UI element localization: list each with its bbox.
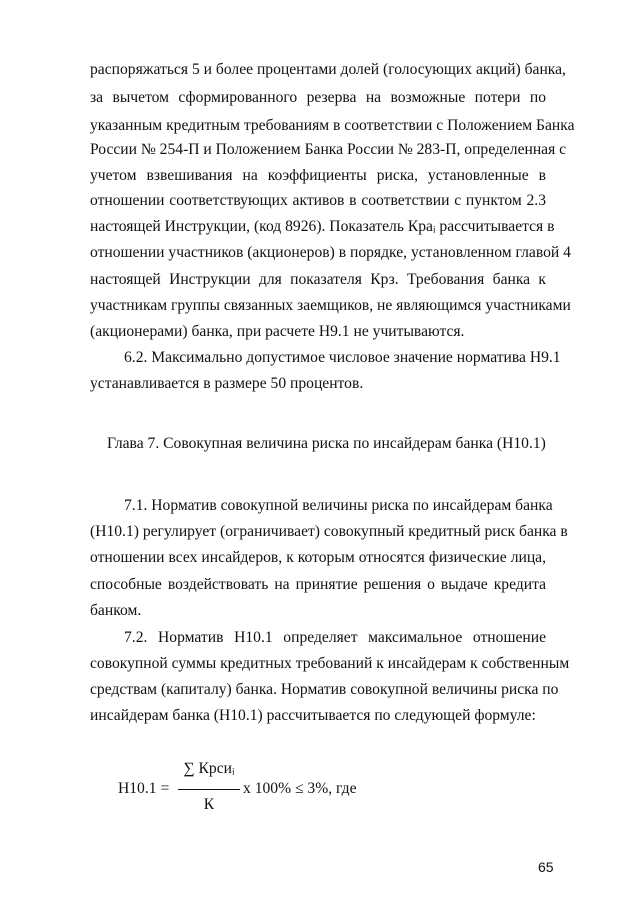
text-line: отношении соответствующих активов в соответствии с пунктом 2.3: [90, 192, 546, 209]
paragraph-7-1-line: отношении всех инсайдеров, к которым относятся физические лица,: [90, 549, 546, 566]
text-line: за вычетом сформированного резерва на возможные потери по: [90, 89, 546, 106]
text-line: учетом взвешивания на коэффициенты риска, установленные в: [90, 167, 546, 184]
text-line: настоящей Инструкции для показателя Крз. Требования банка к: [90, 271, 546, 288]
text-line: (акционерами) банка, при расчете Н9.1 не учитываются.: [90, 323, 465, 340]
page-number: 65: [538, 859, 554, 875]
paragraph-7-2-line: 7.2. Норматив Н10.1 определяет максимальное отношение: [124, 629, 546, 646]
text-line: России № 254-П и Положением Банка России № 283-П, определенная с: [90, 141, 567, 158]
chapter-heading: Глава 7. Совокупная величина риска по инсайдерам банка (Н10.1): [107, 435, 546, 452]
formula-lhs: Н10.1 =: [118, 780, 170, 797]
paragraph-7-1-line: (Н10.1) регулирует (ограничивает) совокупный кредитный риск банка в: [90, 523, 568, 540]
formula-denominator: К: [203, 796, 215, 813]
text-line: распоряжаться 5 и более процентами долей (голосующих акций) банка,: [90, 61, 566, 78]
paragraph-7-1-line: 7.1. Норматив совокупной величины риска по инсайдерам банка: [124, 497, 553, 514]
paragraph-7-1-line: банком.: [90, 602, 142, 619]
text-line: настоящей Инструкции, (код 8926). Показатель Крaᵢ рассчитывается в: [90, 218, 555, 235]
fraction-bar: [178, 789, 240, 790]
paragraph-7-2-line: инсайдерам банка (Н10.1) рассчитывается по следующей формуле:: [90, 707, 536, 724]
paragraph-7-2-line: средствам (капиталу) банка. Норматив совокупной величины риска по: [90, 681, 559, 698]
text-line: отношении участников (акционеров) в порядке, установленном главой 4: [90, 244, 571, 261]
paragraph-7-2-line: совокупной суммы кредитных требований к инсайдерам к собственным: [90, 655, 570, 672]
formula-rhs: х 100% ≤ 3%, где: [243, 780, 357, 797]
paragraph-6-2-line: 6.2. Максимально допустимое числовое значение норматива Н9.1: [124, 349, 561, 366]
formula-numerator: ∑ Крсиᵢ: [183, 760, 235, 777]
formula-h10-1: [0, 760, 640, 820]
text-line: указанным кредитным требованиям в соответствии с Положением Банка: [90, 117, 575, 134]
paragraph-6-2-line: устанавливается в размере 50 процентов.: [90, 375, 364, 392]
text-line: участникам группы связанных заемщиков, не являющимся участниками: [90, 297, 571, 314]
paragraph-7-1-line: способные воздействовать на принятие решения о выдаче кредита: [90, 576, 546, 593]
